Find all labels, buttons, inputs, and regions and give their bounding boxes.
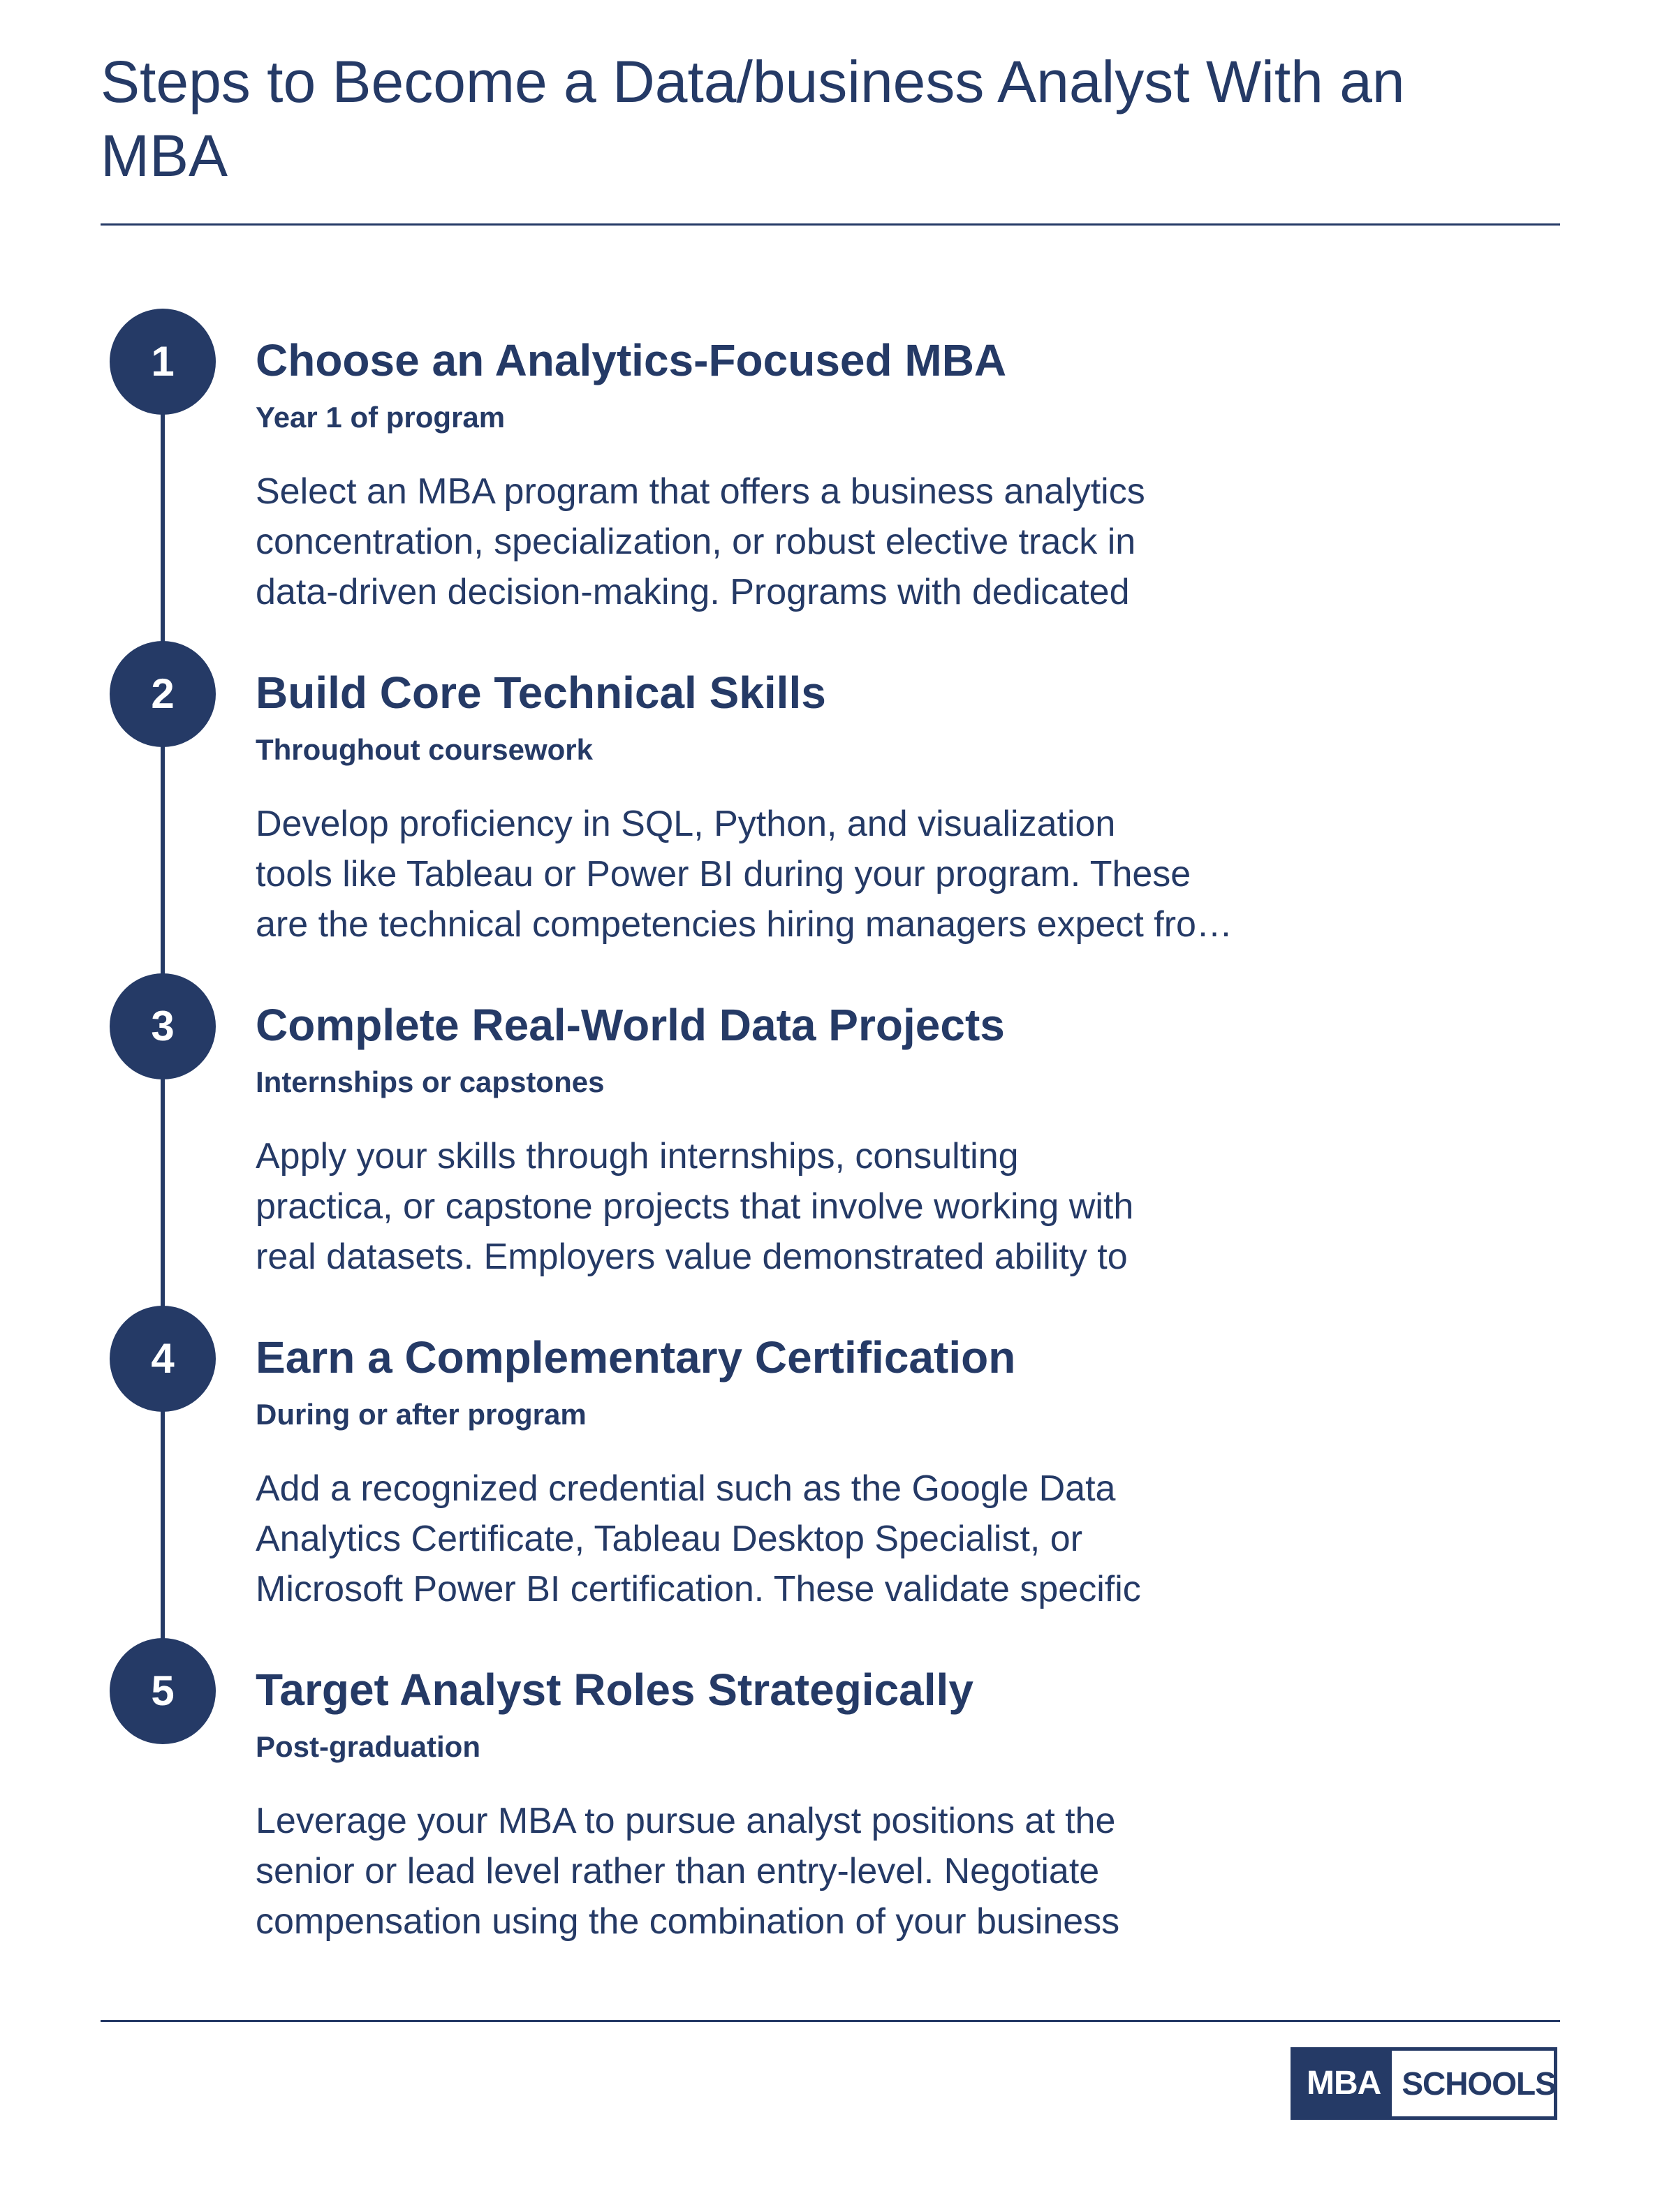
step-description-line: Analytics Certificate, Tableau Desktop Specialist, or (256, 1519, 1083, 1559)
step-number-badge: 4 (110, 1306, 216, 1412)
step-5 (0, 1638, 1676, 1966)
step-number-badge: 5 (110, 1638, 216, 1744)
step-description-line: are the technical competencies hiring managers expect fro… (256, 904, 1233, 945)
step-number-badge: 1 (110, 309, 216, 415)
footer-divider (101, 2020, 1560, 2022)
step-description-line: Select an MBA program that offers a business analytics (256, 471, 1145, 512)
step-description-line: data-driven decision-making. Programs with dedicated (256, 572, 1130, 612)
step-description (256, 799, 1317, 950)
step-description-line: compensation using the combination of your business (256, 1901, 1120, 1942)
step-description-line: Microsoft Power BI certification. These validate specific (256, 1569, 1141, 1609)
step-1 (0, 309, 1676, 637)
step-timing: Throughout coursework (256, 733, 593, 766)
mba-schools-logo (1291, 2047, 1557, 2120)
step-3 (0, 973, 1676, 1302)
step-description (256, 1796, 1317, 1947)
step-description (256, 1131, 1317, 1282)
step-description-line: senior or lead level rather than entry-level. Negotiate (256, 1851, 1100, 1892)
logo-schools-text: SCHOOLS (1402, 2065, 1556, 2102)
step-description (256, 1463, 1317, 1614)
step-title: Choose an Analytics-Focused MBA (256, 335, 1007, 385)
step-description-line: Develop proficiency in SQL, Python, and visualization (256, 804, 1116, 844)
step-number-badge: 3 (110, 973, 216, 1079)
header-divider (101, 223, 1560, 226)
step-description-line: Apply your skills through internships, consulting (256, 1136, 1019, 1177)
step-2 (0, 641, 1676, 969)
step-title: Complete Real-World Data Projects (256, 1000, 1005, 1050)
step-number-badge: 2 (110, 641, 216, 747)
step-timing: Year 1 of program (256, 401, 506, 434)
step-timing: Internships or capstones (256, 1066, 605, 1098)
step-description-line: concentration, specialization, or robust elective track in (256, 522, 1136, 562)
step-description (256, 466, 1317, 617)
step-description-line: real datasets. Employers value demonstrated ability to (256, 1237, 1128, 1277)
step-description-line: practica, or capstone projects that involve working with (256, 1186, 1134, 1227)
logo-mba-text: MBA (1294, 2051, 1392, 2116)
step-title: Earn a Complementary Certification (256, 1332, 1016, 1382)
page-title: Steps to Become a Data/business Analyst With an MBA (101, 49, 1405, 189)
step-description-line: Add a recognized credential such as the Google Data (256, 1468, 1116, 1509)
step-title: Target Analyst Roles Strategically (256, 1665, 973, 1715)
step-timing: During or after program (256, 1398, 587, 1431)
step-4 (0, 1306, 1676, 1634)
step-description-line: Leverage your MBA to pursue analyst positions at the (256, 1801, 1116, 1841)
step-title: Build Core Technical Skills (256, 668, 826, 718)
step-timing: Post-graduation (256, 1730, 480, 1763)
step-description-line: tools like Tableau or Power BI during your program. These (256, 854, 1191, 894)
